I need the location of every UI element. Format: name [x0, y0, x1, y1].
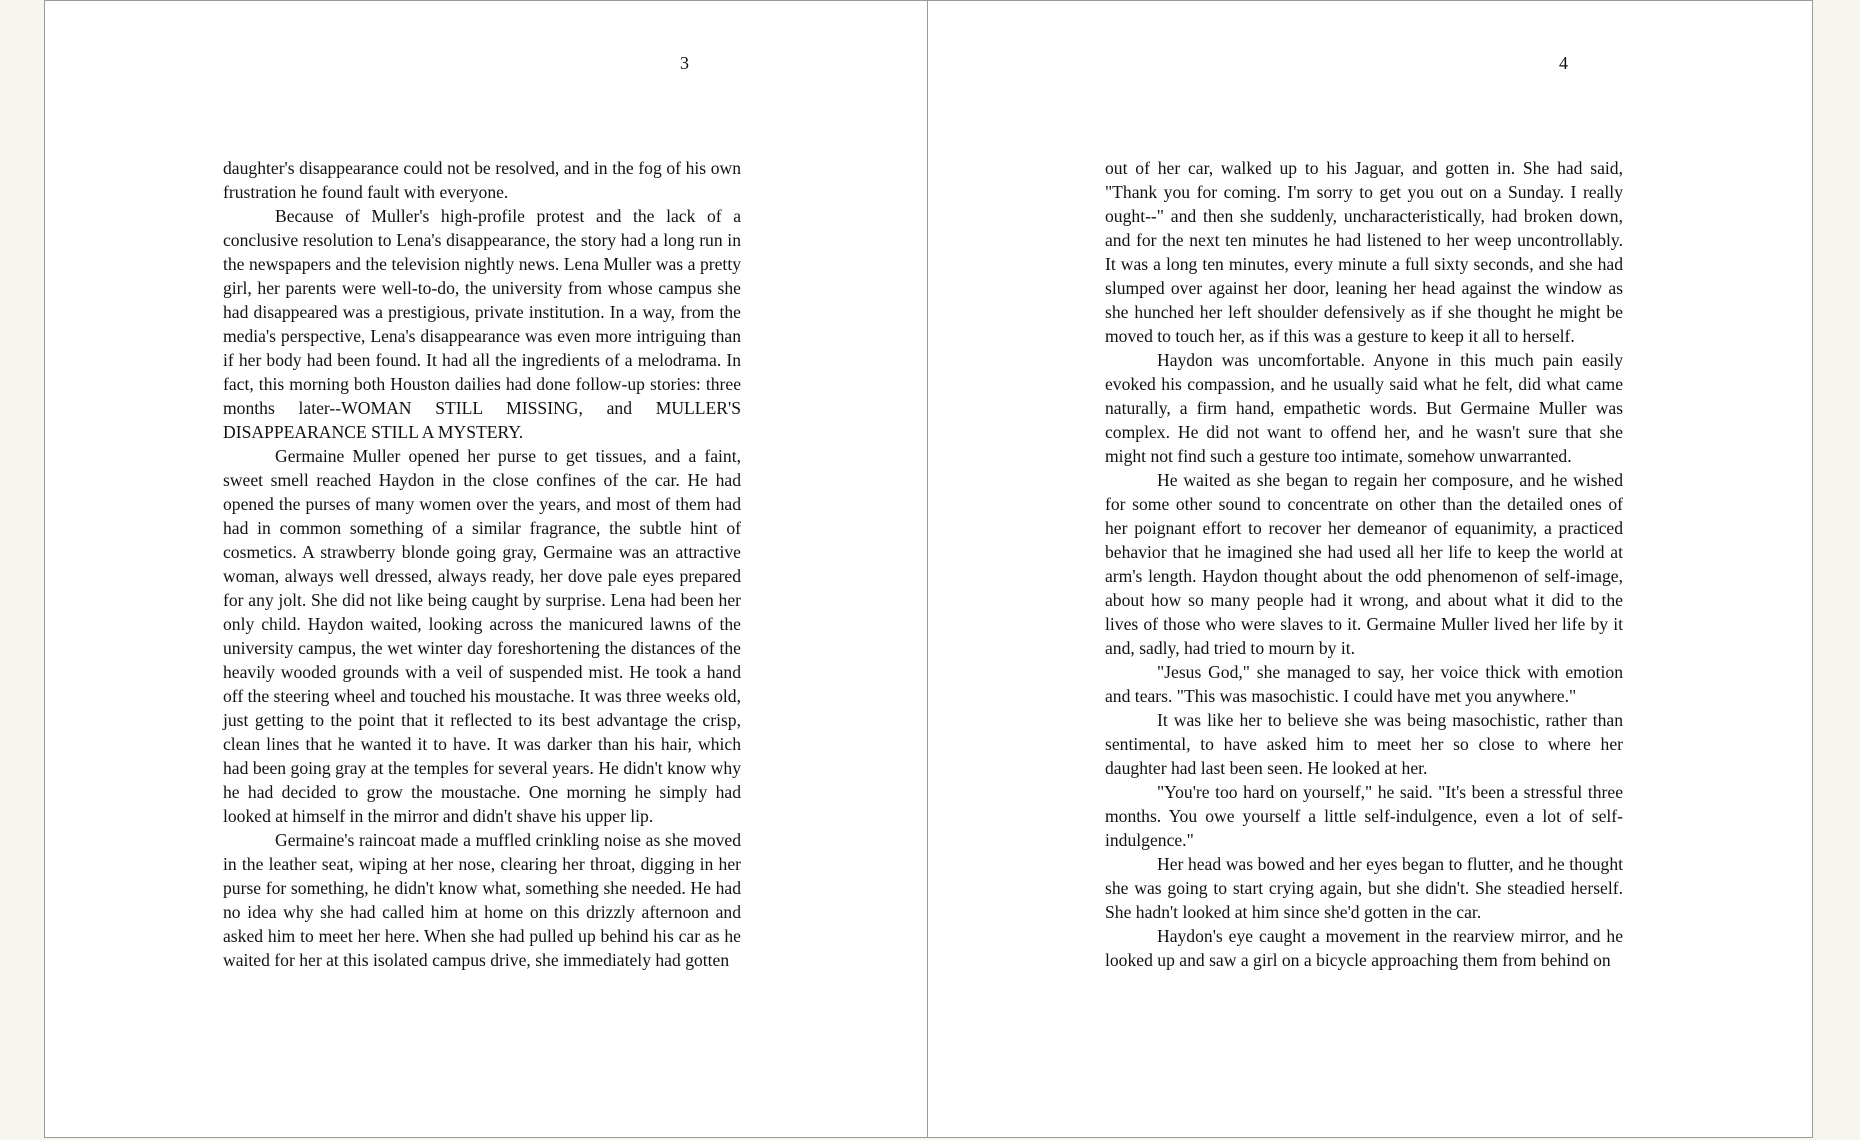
paragraph: Germaine Muller opened her purse to get tissues, and a faint, sweet smell reached Haydon in the close confines of the car. He had opened the purses of many women over the years, and most of them had had in common something of a similar fragrance, the subtle hint of cosmetics. A strawberry blonde going gray, Germaine was an attractive woman, always well dressed, always ready, her dove pale eyes prepared for any jolt. She did not like being caught by surprise. Lena had been her only child. Haydon waited, looking across the manicured lawns of the university campus, the wet winter day foreshortening the distances of the heavily wooded grounds with a veil of suspended mist. He took a hand off the steering wheel and touched his moustache. It was three weeks old, just getting to the point that it reflected to its best advantage the crisp, clean lines that he wanted it to have. It was darker than his hair, which had been going gray at the temples for several years. He didn't know why he had decided to grow the moustache. One morning he simply had looked at himself in the mirror and didn't shave his upper lip.: [223, 446, 741, 826]
paragraph: "You're too hard on yourself," he said. "It's been a stressful three months. You owe yourself a little self-indulgence, even a lot of self-indulgence.": [1105, 782, 1623, 850]
paragraph: It was like her to believe she was being masochistic, rather than sentimental, to have asked him to meet her so close to where her daughter had last been seen. He looked at her.: [1105, 710, 1623, 778]
page-text: [1105, 156, 1623, 972]
left-page: [44, 0, 928, 1138]
paragraph: Because of Muller's high-profile protest and the lack of a conclusive resolution to Lena's disappearance, the story had a long run in the newspapers and the television nightly news. Lena Muller was a pretty girl, her parents were well-to-do, the university from whose campus she had disappeared was a prestigious, private institution. In a way, from the media's perspective, Lena's disappearance was even more intriguing than if her body had been found. It had all the ingredients of a melodrama. In fact, this morning both Houston dailies had done follow-up stories: three months later--WOMAN STILL MISSING, and MULLER'S DISAPPEARANCE STILL A MYSTERY.: [223, 206, 741, 442]
book-spread: [44, 0, 1814, 1140]
paragraph: Haydon was uncomfortable. Anyone in this much pain easily evoked his compassion, and he usually said what he felt, did what came naturally, a firm hand, empathetic words. But Germaine Muller was complex. He did not want to offend her, and he wasn't sure that she might not find such a gesture too intimate, somehow unwarranted.: [1105, 350, 1623, 466]
paragraph: Germaine's raincoat made a muffled crinkling noise as she moved in the leather seat, wiping at her nose, clearing her throat, digging in her purse for something, he didn't know what, something she needed. He had no idea why she had called him at home on this drizzly afternoon and asked him to meet her here. When she had pulled up behind his car as he waited for her at this isolated campus drive, she immediately had gotten: [223, 830, 741, 970]
page-number: 4: [1559, 53, 1568, 73]
right-page: [927, 0, 1813, 1138]
paragraph: "Jesus God," she managed to say, her voice thick with emotion and tears. "This was masochistic. I could have met you anywhere.": [1105, 662, 1623, 706]
paragraph: He waited as she began to regain her composure, and he wished for some other sound to concentrate on other than the detailed ones of her poignant effort to recover her demeanor of equanimity, a practiced behavior that he imagined she had used all her life to keep the world at arm's length. Haydon thought about the odd phenomenon of self-image, about how so many people had it wrong, and about what it did to the lives of those who were slaves to it. Germaine Muller lived her life by it and, sadly, had tried to mourn by it.: [1105, 470, 1623, 658]
paragraph: out of her car, walked up to his Jaguar, and gotten in. She had said, "Thank you for coming. I'm sorry to get you out on a Sunday. I really ought--" and then she suddenly, uncharacteristically, had broken down, and for the next ten minutes he had listened to her weep uncontrollably. It was a long ten minutes, every minute a full sixty seconds, and she had slumped over against her door, leaning her head against the window as she hunched her left shoulder defensively as if she thought he might be moved to touch her, as if this was a gesture to keep it all to herself.: [1105, 158, 1623, 346]
page-text: [223, 156, 741, 972]
paragraph: daughter's disappearance could not be resolved, and in the fog of his own frustration he found fault with everyone.: [223, 158, 741, 202]
paragraph: Her head was bowed and her eyes began to flutter, and he thought she was going to start crying again, but she didn't. She steadied herself. She hadn't looked at him since she'd gotten in the car.: [1105, 854, 1623, 922]
paragraph: Haydon's eye caught a movement in the rearview mirror, and he looked up and saw a girl on a bicycle approaching them from behind on: [1105, 926, 1623, 970]
page-number: 3: [680, 53, 689, 73]
